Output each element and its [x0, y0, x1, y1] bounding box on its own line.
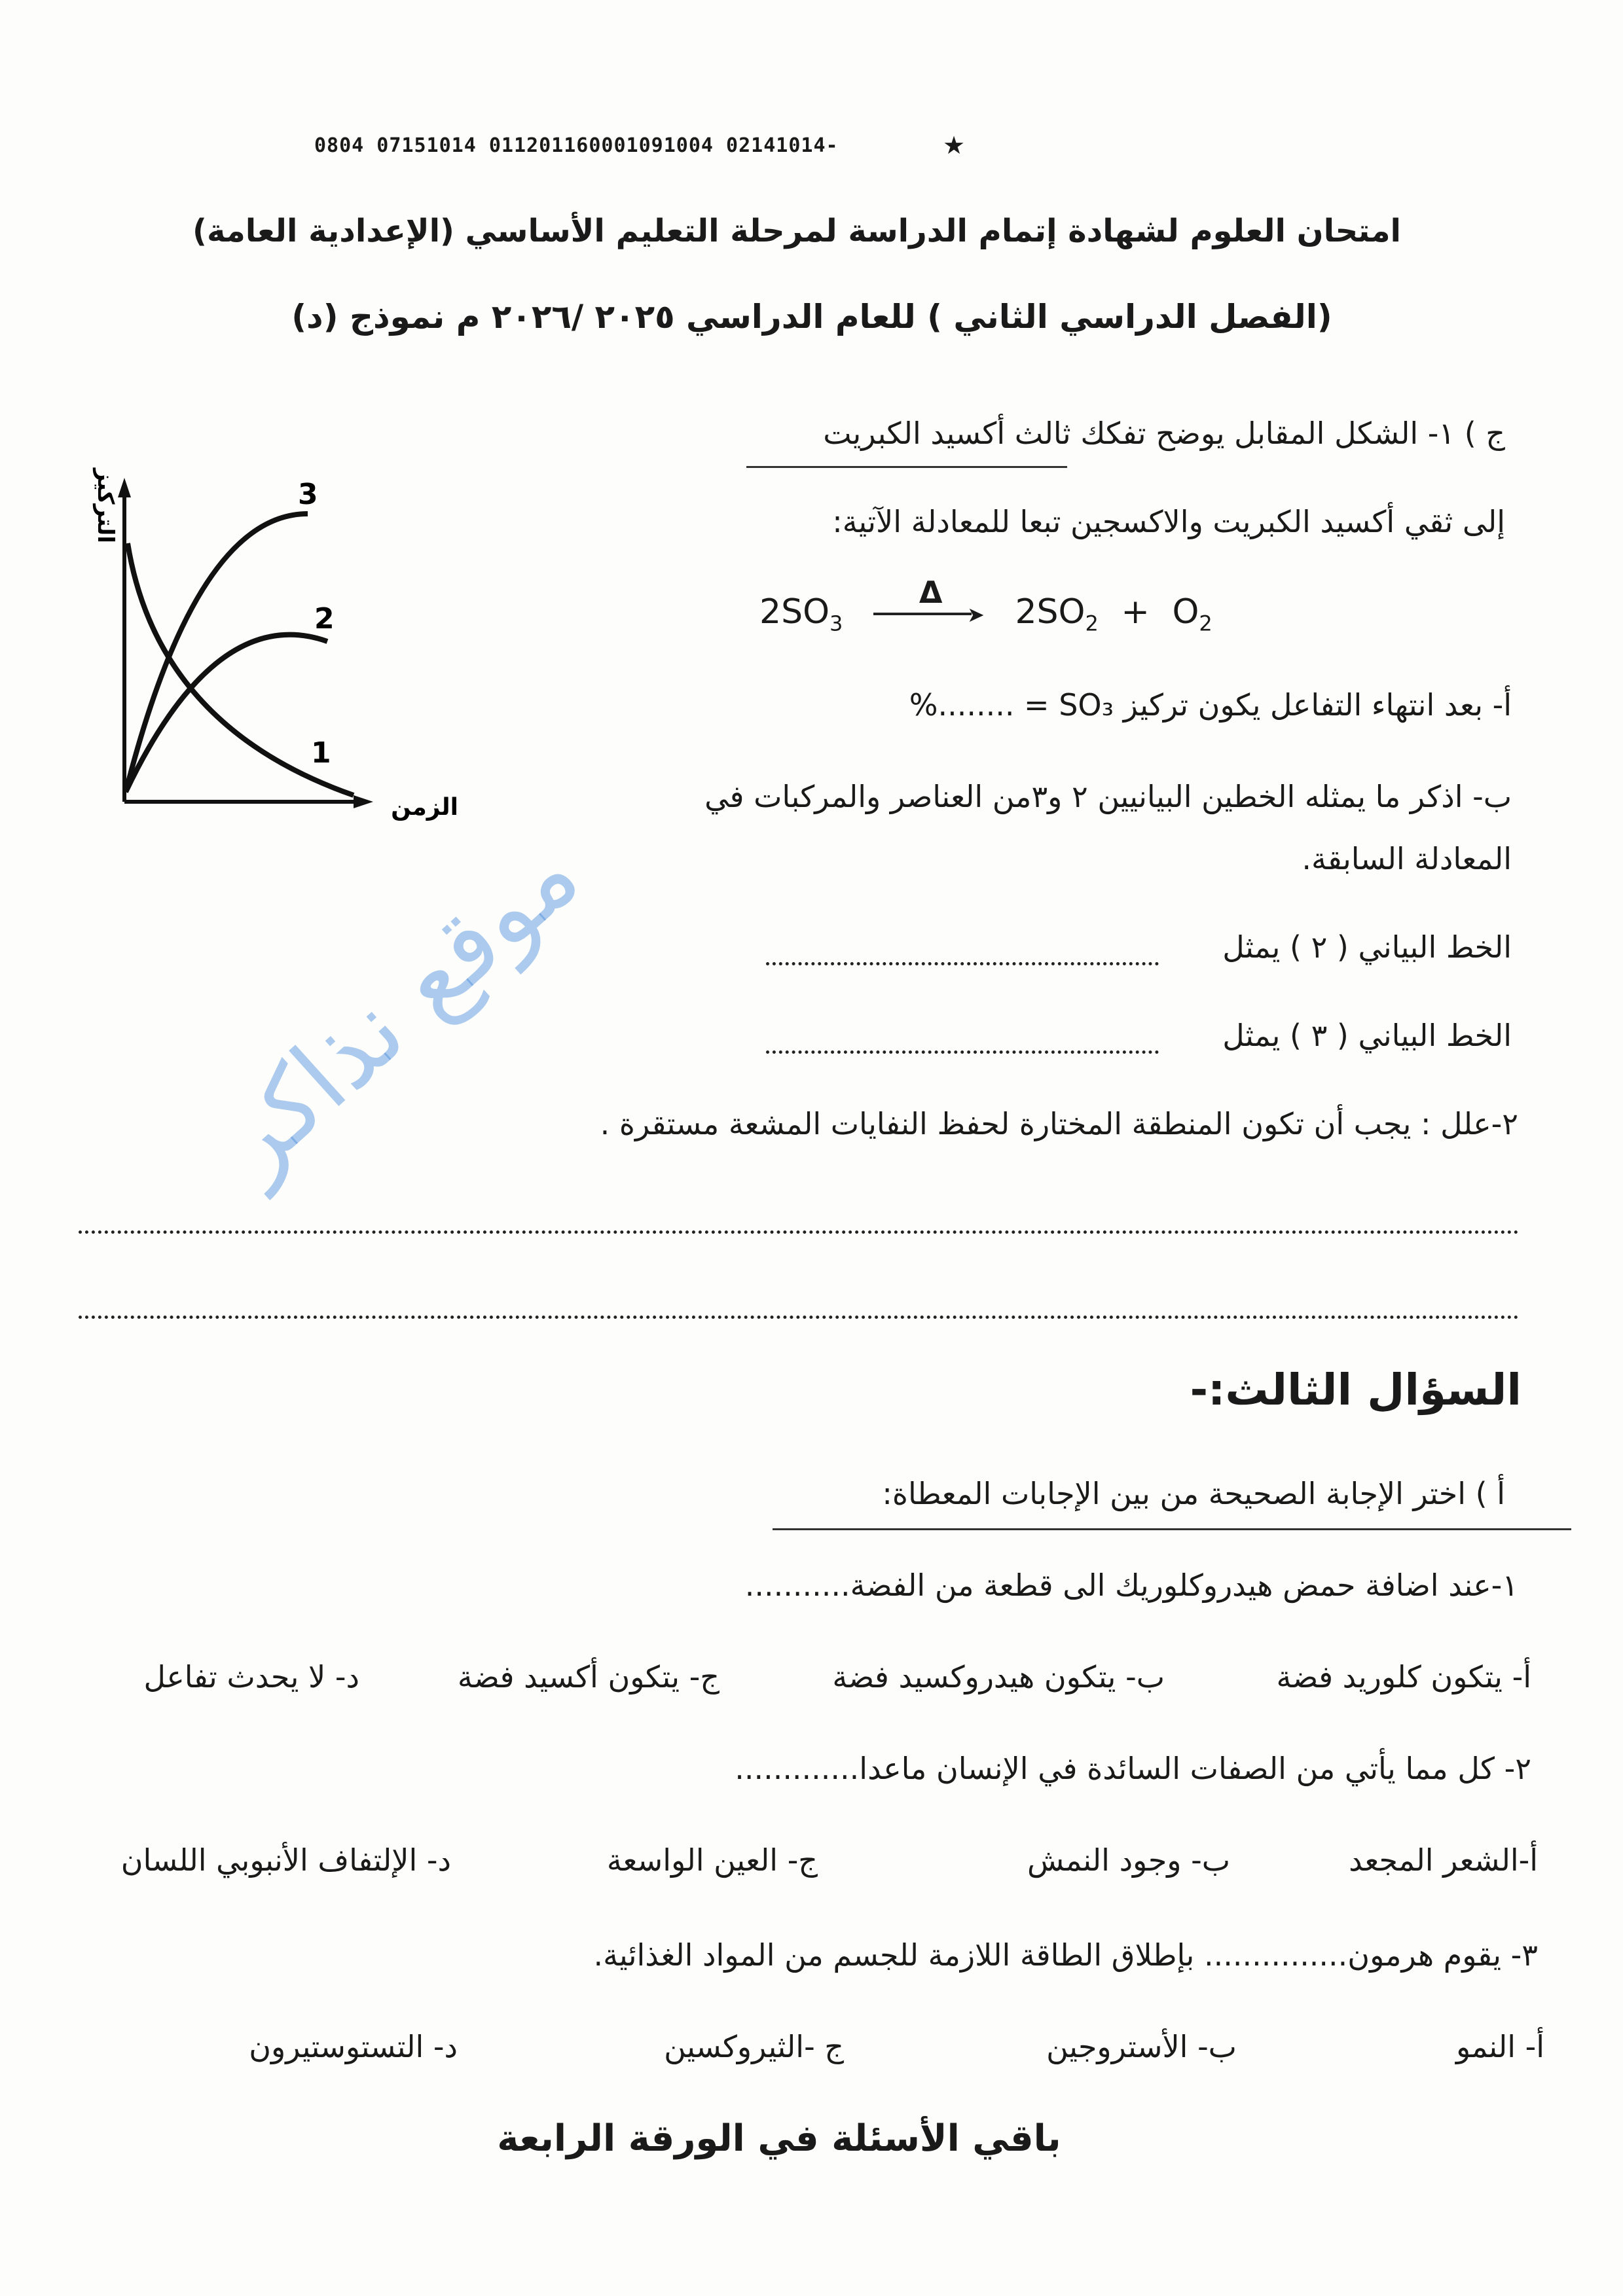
- q3-2-option-c[interactable]: ج- العين الواسعة: [606, 1842, 818, 1878]
- q3-3-option-c[interactable]: ج -الثيروكسين: [664, 2029, 844, 2064]
- heat-arrow: Δ ➤: [873, 613, 985, 615]
- instruction-underline: [773, 1528, 1571, 1530]
- eq-plus: +: [1121, 592, 1150, 632]
- curve-label-1: 1: [311, 736, 331, 770]
- q3-1-option-a[interactable]: أ- يتكون كلوريد فضة: [1276, 1659, 1531, 1695]
- eq-reactant: 2SO: [759, 592, 830, 632]
- q3-3-stem: ٣- يقوم هرمون............... بإطلاق الطاقة اللازمة للجسم من المواد الغذائية.: [593, 1937, 1538, 1973]
- curve-2: [126, 635, 327, 792]
- item-b-line1: ب- اذكر ما يمثله الخطين البيانيين ٢ و٣من العناصر والمركبات في: [704, 779, 1512, 814]
- q1-line2: إلى ثقي أكسيد الكبريت والاكسجين تبعا للمعادلة الآتية:: [832, 504, 1505, 539]
- q1-underline: [746, 466, 1067, 468]
- curve-3: [126, 514, 308, 792]
- x-axis-label: الزمن: [391, 794, 458, 821]
- q2-reason: ٢-علل : يجب أن تكون المنطقة المختارة لحفظ النفايات المشعة مستقرة .: [600, 1106, 1518, 1141]
- footer-note: باقي الأسئلة في الورقة الرابعة: [497, 2117, 1061, 2160]
- line3-answer-blank[interactable]: [766, 1050, 1159, 1054]
- q2-answer-line-1[interactable]: [79, 1230, 1519, 1234]
- eq-product1: 2SO: [1015, 592, 1085, 632]
- item-b-line2: المعادلة السابقة.: [1302, 841, 1512, 876]
- x-axis-arrow: [354, 795, 373, 808]
- exam-title: امتحان العلوم لشهادة إتمام الدراسة لمرحلة التعليم الأساسي (الإعدادية العامة): [192, 213, 1401, 249]
- line2-answer-blank[interactable]: [766, 962, 1159, 965]
- curve-label-3: 3: [298, 478, 318, 511]
- y-axis-arrow: [118, 478, 131, 497]
- curve-label-2: 2: [314, 602, 335, 636]
- line3-label: الخط البياني ( ٣ ) يمثل: [1222, 1018, 1512, 1053]
- q3-2-option-b[interactable]: ب- وجود النمش: [1027, 1842, 1230, 1878]
- question3-instruction: أ ) اختر الإجابة الصحيحة من بين الإجابات المعطاة:: [882, 1476, 1505, 1511]
- q2-answer-line-2[interactable]: [79, 1316, 1519, 1319]
- q3-1-option-b[interactable]: ب- يتكون هيدروكسيد فضة: [832, 1659, 1165, 1695]
- heat-symbol: Δ: [919, 575, 943, 610]
- question3-title: السؤال الثالث:-: [1190, 1365, 1522, 1415]
- concentration-graph: [79, 452, 471, 877]
- exam-code: 0804 07151014 011201160001091004 02141014-: [314, 134, 839, 157]
- chemical-equation: [759, 575, 1213, 636]
- exam-subtitle: (الفصل الدراسي الثاني ) للعام الدراسي ٢٠٢٥ /٢٠٢٦ م نموذج (د): [291, 298, 1332, 336]
- q1-line1: ج ) ١- الشكل المقابل يوضح تفكك ثالث أكسيد الكبريت: [823, 416, 1505, 451]
- eq-product2: O: [1172, 592, 1199, 632]
- eq-reactant-sub: 3: [830, 611, 843, 636]
- line2-label: الخط البياني ( ٢ ) يمثل: [1222, 929, 1512, 965]
- q3-3-option-a[interactable]: أ- النمو: [1455, 2029, 1544, 2064]
- eq-product2-sub: 2: [1199, 611, 1213, 636]
- q3-1-option-c[interactable]: ج- يتكون أكسيد فضة: [457, 1659, 720, 1695]
- watermark: موقع نذاكر: [196, 817, 600, 1198]
- q3-3-option-d[interactable]: د- التستوستيرون: [249, 2029, 458, 2064]
- q3-2-stem: ٢- كل مما يأتي من الصفات السائدة في الإنسان ماعدا.............: [735, 1751, 1531, 1786]
- eq-product1-sub: 2: [1085, 611, 1099, 636]
- q3-1-stem: ١-عند اضافة حمض هيدروكلوريك الى قطعة من الفضة...........: [744, 1568, 1518, 1603]
- q3-2-option-d[interactable]: د- الإلتفاف الأنبوبي اللسان: [120, 1842, 451, 1878]
- q3-1-option-d[interactable]: د- لا يحدث تفاعل: [143, 1659, 359, 1695]
- item-a: أ- بعد انتهاء التفاعل يكون تركيز SO₃ = ........%: [909, 687, 1512, 723]
- star-icon: ★: [943, 131, 966, 160]
- q3-3-option-b[interactable]: ب- الأستروجين: [1046, 2029, 1237, 2064]
- y-axis-label: التركيز: [92, 468, 119, 543]
- q3-2-option-a[interactable]: أ-الشعر المجعد: [1349, 1842, 1538, 1878]
